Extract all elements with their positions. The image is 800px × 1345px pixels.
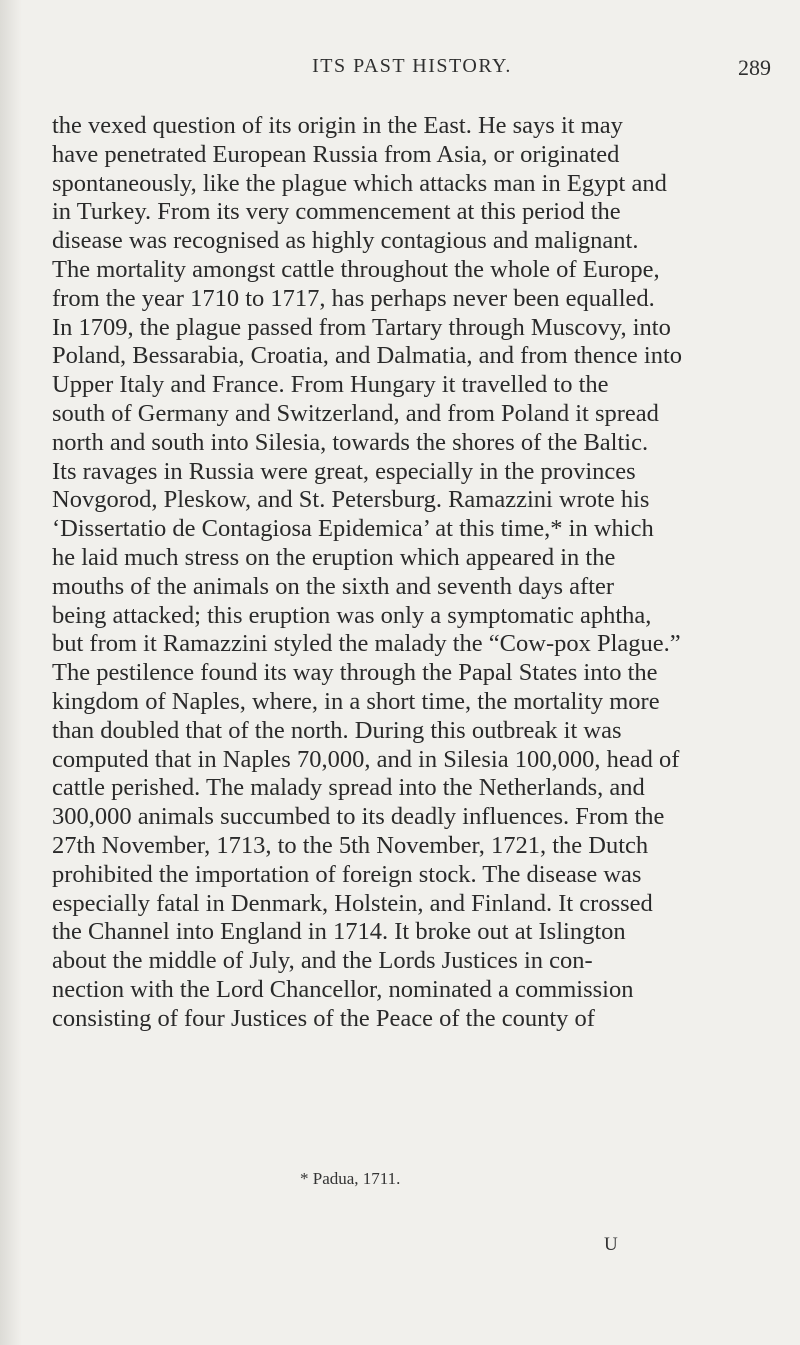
text-line: disease was recognised as highly contagious and malignant. [52,227,639,255]
text-line: In 1709, the plague passed from Tartary through Muscovy, into [52,313,671,341]
text-line: 300,000 animals succumbed to its deadly influences. From the [52,803,665,831]
page-binding-edge [0,0,22,1345]
text-line: have penetrated European Russia from Asia, or originated [52,140,620,168]
text-line: Its ravages in Russia were great, especially in the provinces [52,457,636,485]
text-line: nection with the Lord Chancellor, nominated a commission [52,975,634,1003]
text-line: he laid much stress on the eruption which appeared in the [52,543,616,571]
text-line: than doubled that of the north. During this outbreak it was [52,716,622,744]
text-line: prohibited the importation of foreign stock. The disease was [52,860,642,888]
text-line: the Channel into England in 1714. It broke out at Islington [52,918,626,946]
text-line: especially fatal in Denmark, Holstein, and Finland. It crossed [52,889,653,917]
text-line: computed that in Naples 70,000, and in Silesia 100,000, head of [52,745,680,773]
text-line: consisting of four Justices of the Peace of the county of [52,1004,595,1032]
footnote: * Padua, 1711. [300,1169,401,1188]
text-line: 27th November, 1713, to the 5th November, 1721, the Dutch [52,831,649,859]
text-line: cattle perished. The malady spread into the Netherlands, and [52,774,645,802]
text-line: being attacked; this eruption was only a symptomatic aphtha, [52,601,652,629]
text-line: from the year 1710 to 1717, has perhaps never been equalled. [52,284,655,312]
text-line: ‘Dissertatio de Contagiosa Epidemica’ at this time,* in which [52,515,654,543]
page-number: 289 [738,55,771,80]
text-line: spontaneously, like the plague which attacks man in Egypt and [52,169,667,197]
text-line: Upper Italy and France. From Hungary it travelled to the [52,371,609,399]
printer-signature-mark: U [604,1234,618,1255]
text-line: south of Germany and Switzerland, and from Poland it spread [52,399,659,427]
text-line: The pestilence found its way through the Papal States into the [52,659,658,687]
text-line: in Turkey. From its very commencement at this period the [52,198,621,226]
text-line: about the middle of July, and the Lords Justices in con- [52,947,593,975]
running-title: ITS PAST HISTORY. [312,55,512,77]
text-line: The mortality amongst cattle throughout the whole of Europe, [52,255,660,283]
text-line: but from it Ramazzini styled the malady the “Cow-pox Plague.” [52,630,681,658]
body-text [52,112,772,1034]
text-line: north and south into Silesia, towards the shores of the Baltic. [52,428,649,456]
running-head [0,55,800,85]
text-line: Poland, Bessarabia, Croatia, and Dalmatia, and from thence into [52,342,683,370]
text-line: Novgorod, Pleskow, and St. Petersburg. Ramazzini wrote his [52,486,650,514]
text-line: mouths of the animals on the sixth and seventh days after [52,572,615,600]
text-line: the vexed question of its origin in the East. He says it may [52,112,623,139]
text-line: kingdom of Naples, where, in a short time, the mortality more [52,687,660,715]
